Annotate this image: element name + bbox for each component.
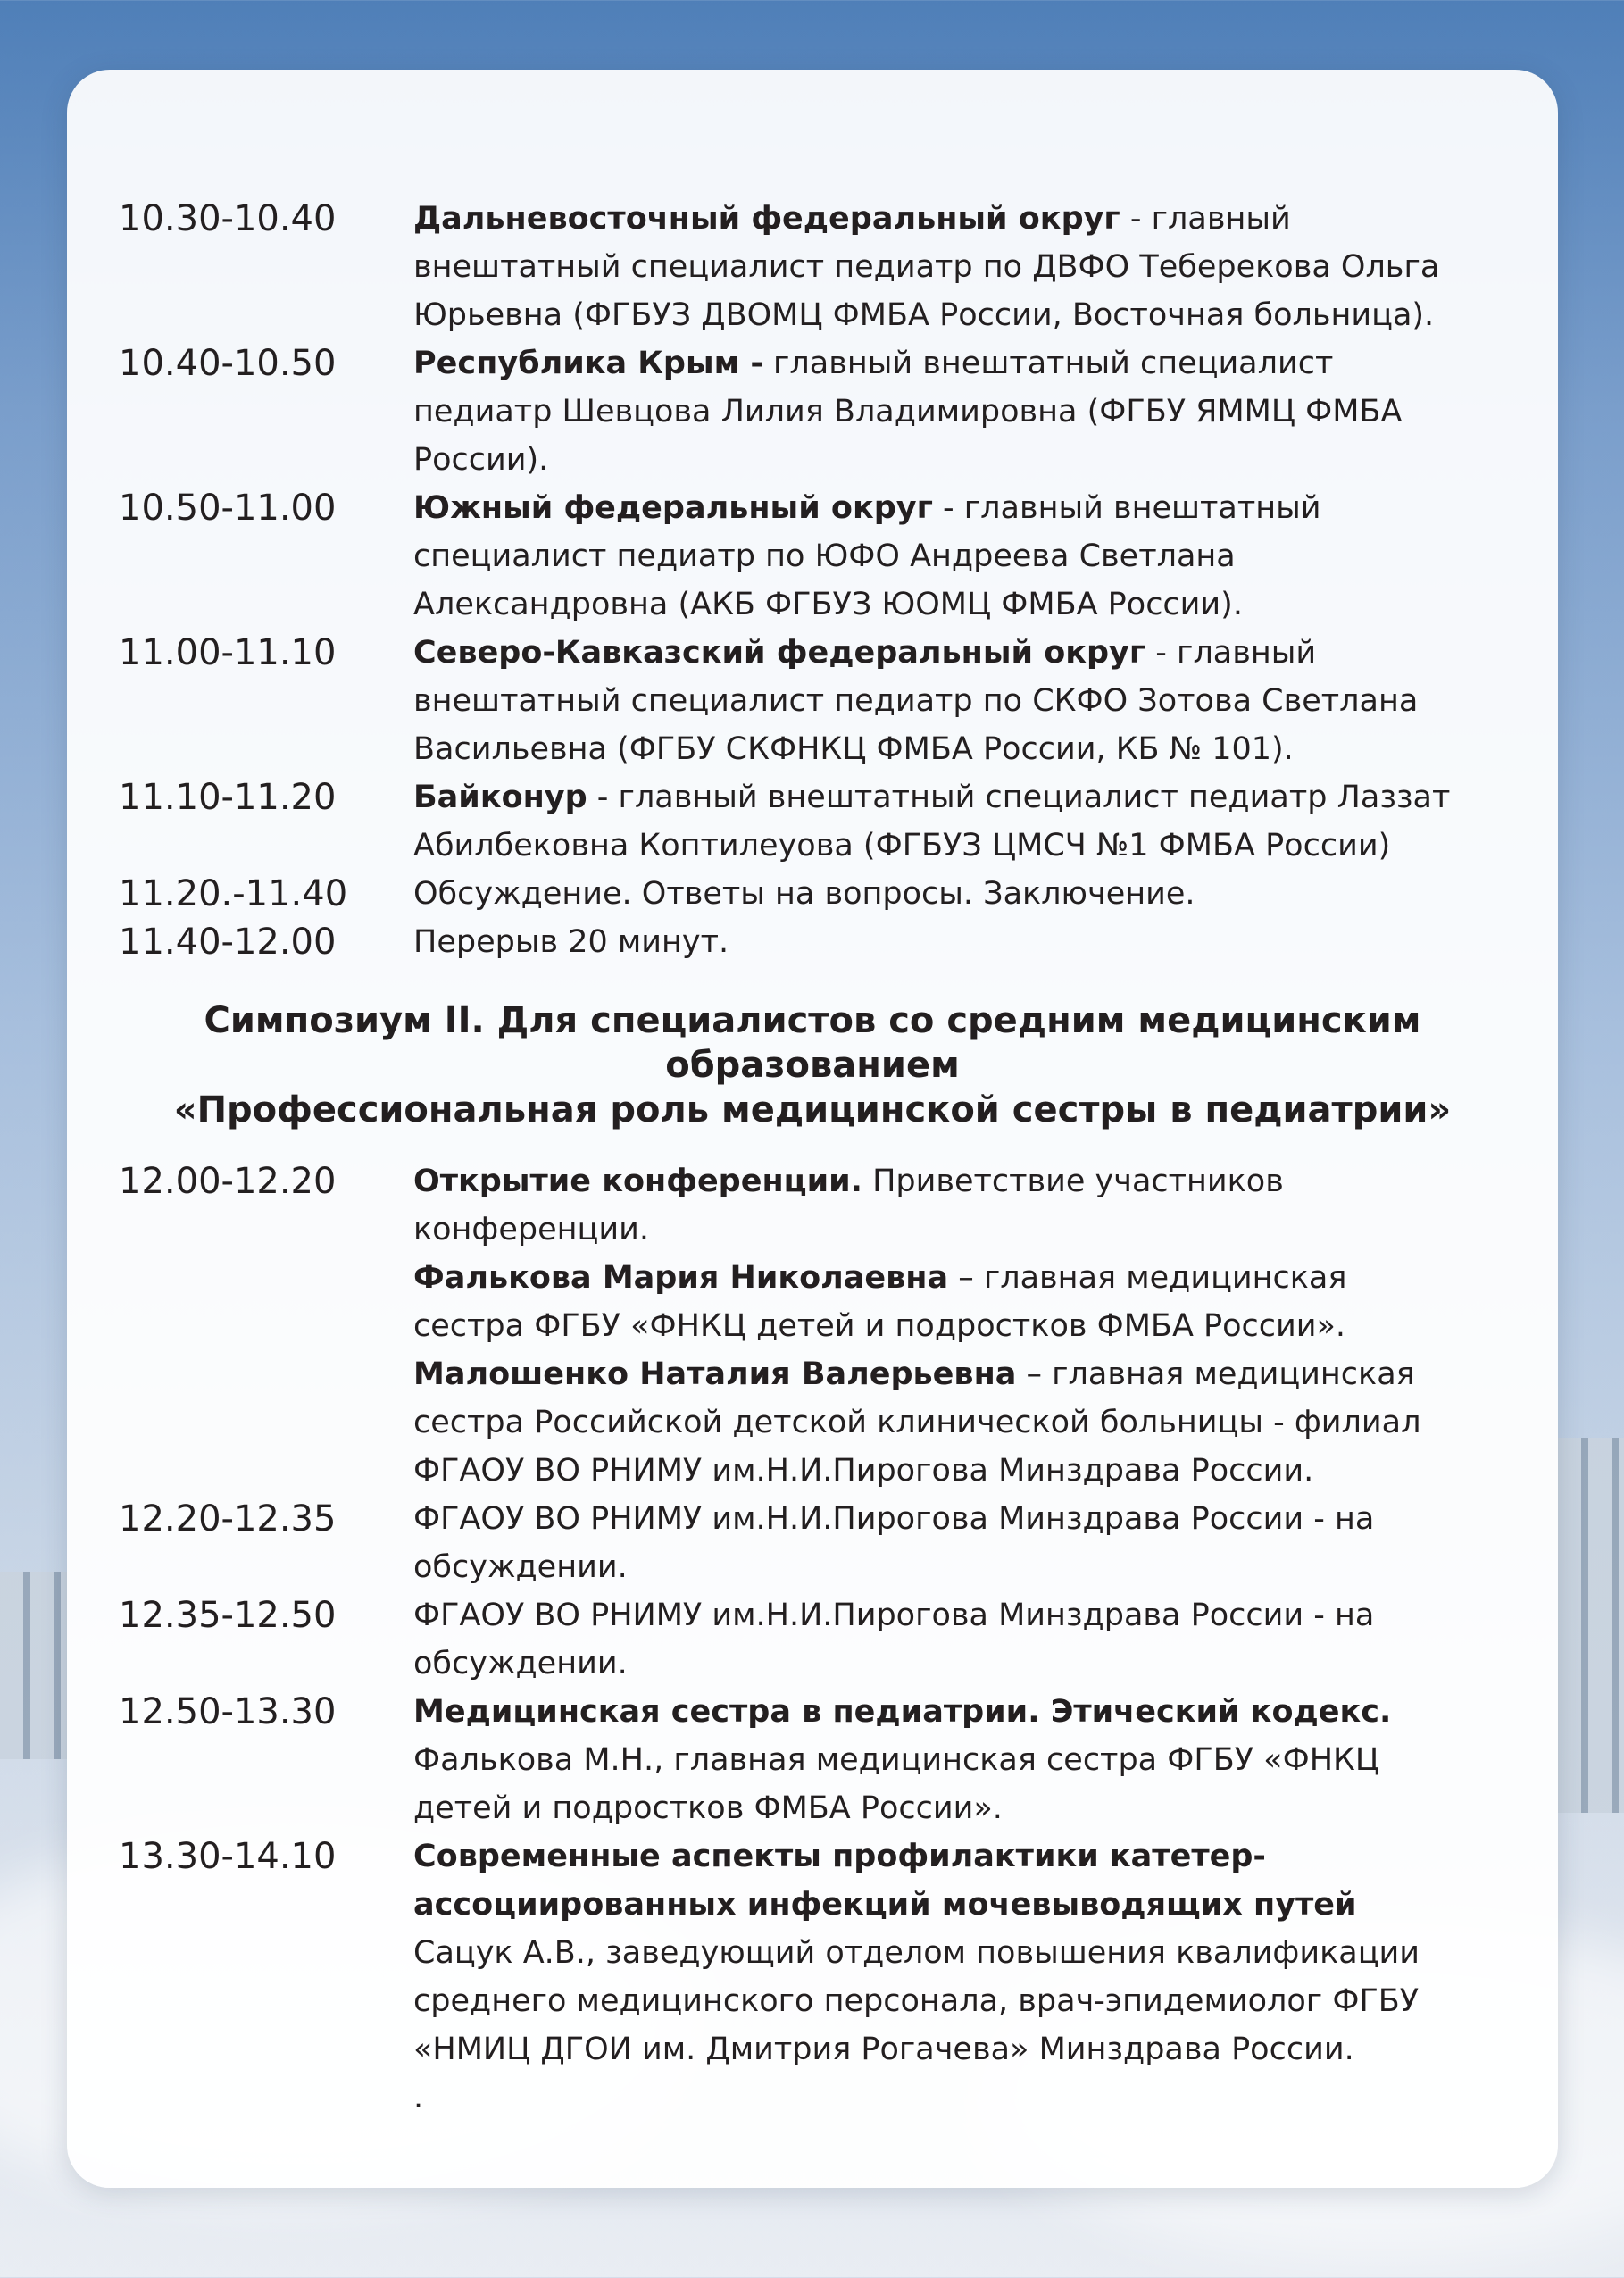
schedule-block-1: [67, 195, 1558, 966]
session-text: - главный внештатный специалист педиатр по СКФО Зотова Светлана Васильевна (ФГБУ СКФНКЦ ФМБА России, КБ № 101).: [413, 635, 1419, 767]
time-slot: 11.10-11.20: [119, 777, 337, 818]
time-slot: 12.35-12.50: [119, 1595, 337, 1636]
session-text: главный внештатный специалист педиатр Шевцова Лилия Владимировна (ФГБУ ЯММЦ ФМБА России).: [413, 346, 1403, 478]
session-title: [413, 1832, 1467, 1929]
schedule-row: [67, 1688, 1558, 1832]
speaker-role: – главная медицинская сестра Российской детской клинической больницы - филиал ФГАОУ ВО РНИМУ им.Н.И.Пирогова Минздрава России.: [413, 1356, 1421, 1489]
speaker-role: – главная медицинская сестра ФГБУ «ФНКЦ детей и подростков ФМБА России».: [413, 1260, 1347, 1344]
session-description: [413, 1591, 1467, 1688]
session-description: [413, 870, 1467, 918]
session-title: Открытие конференции.: [413, 1164, 862, 1199]
session-description: [413, 1832, 1467, 2122]
schedule-row: [67, 918, 1558, 966]
time-slot: 10.50-11.00: [119, 488, 337, 529]
session-part: [413, 1157, 1467, 1254]
speaker-name: Фалькова Мария Николаевна: [413, 1260, 949, 1296]
time-slot: 11.00-11.10: [119, 632, 337, 673]
session-text: - главный внештатный специалист педиатр по ДВФО Теберекова Ольга Юрьевна (ФГБУЗ ДВОМЦ ФМБА России, Восточная больница).: [413, 201, 1440, 333]
session-title-text: Современные аспекты профилактики катетер-ассоциированных инфекций мочевыводящих путей: [413, 1839, 1357, 1923]
session-part: [413, 1350, 1467, 1495]
time-slot: 13.30-14.10: [119, 1836, 337, 1877]
session-title: Северо-Кавказский федеральный округ: [413, 635, 1146, 671]
session-text: Фалькова М.Н., главная медицинская сестра ФГБУ «ФНКЦ детей и подростков ФМБА России».: [413, 1742, 1380, 1826]
schedule-row: [67, 870, 1558, 918]
session-description: [413, 1688, 1467, 1832]
symposium-heading: [67, 998, 1558, 1132]
schedule-block-2: [67, 1157, 1558, 2122]
program-card: [67, 70, 1558, 2188]
session-description: [413, 1157, 1467, 1495]
session-text: Перерыв 20 минут.: [413, 924, 729, 960]
time-slot: 10.30-10.40: [119, 198, 337, 239]
session-text: Обсуждение. Ответы на вопросы. Заключение.: [413, 876, 1195, 912]
schedule-row: [67, 1157, 1558, 1495]
schedule-row: [67, 1832, 1558, 2122]
time-slot: 10.40-10.50: [119, 343, 337, 384]
session-description: [413, 629, 1467, 773]
time-slot: 11.40-12.00: [119, 922, 337, 963]
session-title: Республика Крым -: [413, 346, 763, 381]
trailing-mark: .: [413, 2080, 424, 2115]
schedule-row: [67, 195, 1558, 339]
session-description: [413, 339, 1467, 484]
session-text: Сацук А.В., заведующий отделом повышения квалификации среднего медицинского персонала, врач-эпидемиолог ФГБУ «НМИЦ ДГОИ им. Дмитрия Рогачева» Минздрава России.: [413, 1935, 1420, 2067]
time-slot: 11.20.-11.40: [119, 873, 348, 914]
session-title: Байконур: [413, 780, 587, 815]
time-slot: 12.20-12.35: [119, 1498, 337, 1540]
session-title: Дальневосточный федеральный округ: [413, 201, 1120, 237]
schedule-row: [67, 1591, 1558, 1688]
time-slot: 12.00-12.20: [119, 1161, 337, 1202]
schedule-row: [67, 484, 1558, 629]
session-text: - главный внештатный специалист педиатр Лаззат Абилбековна Коптилеуова (ФГБУЗ ЦМСЧ №1 ФМБА России): [413, 780, 1451, 864]
schedule-row: [67, 773, 1558, 870]
symposium-title: Симпозиум II. Для специалистов со средним медицинским образованием: [204, 1000, 1421, 1086]
session-part: [413, 1254, 1467, 1350]
session-description: [413, 484, 1467, 629]
background-building: [1558, 1438, 1624, 1813]
speaker-name: Малошенко Наталия Валерьевна: [413, 1356, 1017, 1392]
session-description: [413, 773, 1467, 870]
session-description: [413, 195, 1467, 339]
session-title: [413, 1688, 1467, 1736]
session-text: ФГАОУ ВО РНИМУ им.Н.И.Пирогова Минздрава России - на обсуждении.: [413, 1598, 1375, 1681]
session-description: [413, 1495, 1467, 1591]
schedule-row: [67, 629, 1558, 773]
schedule-row: [67, 339, 1558, 484]
time-slot: 12.50-13.30: [119, 1691, 337, 1732]
session-text: - главный внештатный специалист педиатр по ЮФО Андреева Светлана Александровна (АКБ ФГБУЗ ЮОМЦ ФМБА России).: [413, 490, 1321, 622]
symposium-subtitle: «Профессиональная роль медицинской сестры в педиатрии»: [173, 1089, 1452, 1131]
session-title-text: Медицинская сестра в педиатрии. Этический кодекс.: [413, 1694, 1392, 1730]
session-text: ФГАОУ ВО РНИМУ им.Н.И.Пирогова Минздрава России - на обсуждении.: [413, 1501, 1375, 1585]
session-description: [413, 918, 1467, 966]
session-title: Южный федеральный округ: [413, 490, 933, 526]
background-building: [0, 1572, 67, 1759]
schedule-row: [67, 1495, 1558, 1591]
session-text: Приветствие участников конференции.: [413, 1164, 1284, 1247]
